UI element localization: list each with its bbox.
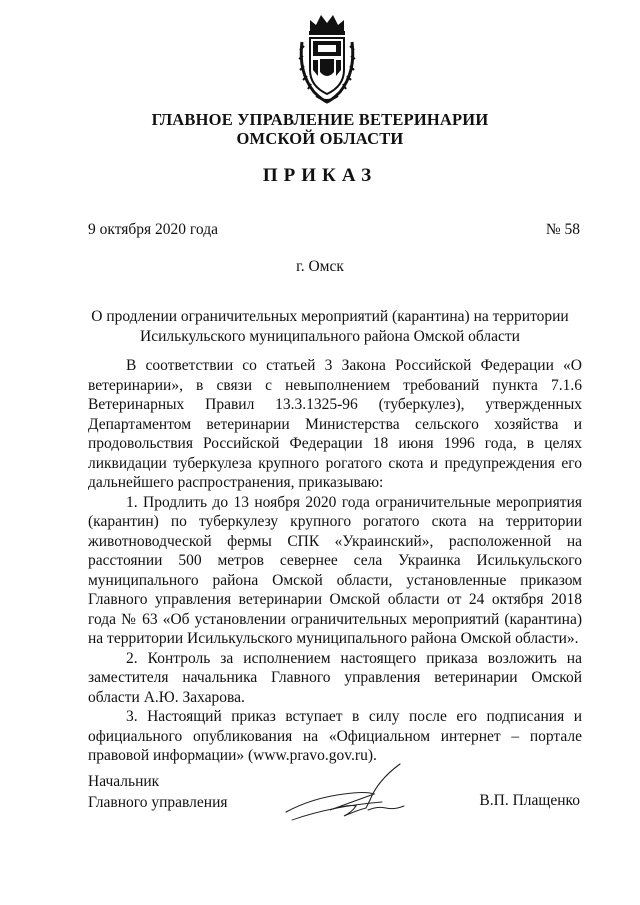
handwritten-signature [282,760,422,830]
order-item-2: 2. Контроль за исполнением настоящего приказа возложить на заместителя начальника Главного управления ветеринарии Омской области А.Ю. Захарова. [88,649,582,706]
document-type-heading: ПРИКАЗ [262,165,378,186]
organization-name-line2: ОМСКОЙ ОБЛАСТИ [236,129,404,148]
document-number: № 58 [545,221,580,238]
document-city: г. Омск [296,258,344,275]
coat-of-arms-icon [296,12,358,104]
signatory-title [88,771,228,813]
signatory-name: В.П. Плащенко [479,792,580,809]
document-body [88,356,582,766]
document-date: 9 октября 2020 года [88,221,218,238]
preamble-paragraph: В соответствии со статьей 3 Закона Российской Федерации «О ветеринарии», в связи с невыполнением требований пункта 7.1.6 Ветеринарных Правил 13.3.1325-96 (туберкулез), утвержденных Департаментом ветеринарии Министерства сельского хозяйства и продовольствия Российской Федерации 18 июня 1996 года, в целях ликвидации туберкулеза крупного рогатого скота и предупреждения его дальнейшего распространения, приказываю: [88,357,582,491]
document-subject: О продлении ограничительных мероприятий (карантина) на территории Исилькульского муниципального района Омской области [91,308,569,345]
signatory-title-line2: Главного управления [88,794,228,811]
signatory-title-line1: Начальник [88,773,160,790]
order-item-1: 1. Продлить до 13 ноября 2020 года ограничительные мероприятия (карантин) по туберкулезу крупного рогатого скота на территории животноводческой фермы СПК «Украинский», расположенной на расстоянии 500 метров севернее села Украинка Исилькульского муниципального района Омской области, установленные приказом Главного управления ветеринарии Омской области от 24 октября 2018 года № 63 «Об установлении ограничительных мероприятий (карантина) на территории Исилькульского муниципального района Омской области». [88,493,582,647]
order-item-3: 3. Настоящий приказ вступает в силу после его подписания и официального опубликования на «Официальном интернет – портале правовой информации» (www.pravo.gov.ru). [88,708,582,764]
organization-name-line1: ГЛАВНОЕ УПРАВЛЕНИЕ ВЕТЕРИНАРИИ [151,110,489,129]
